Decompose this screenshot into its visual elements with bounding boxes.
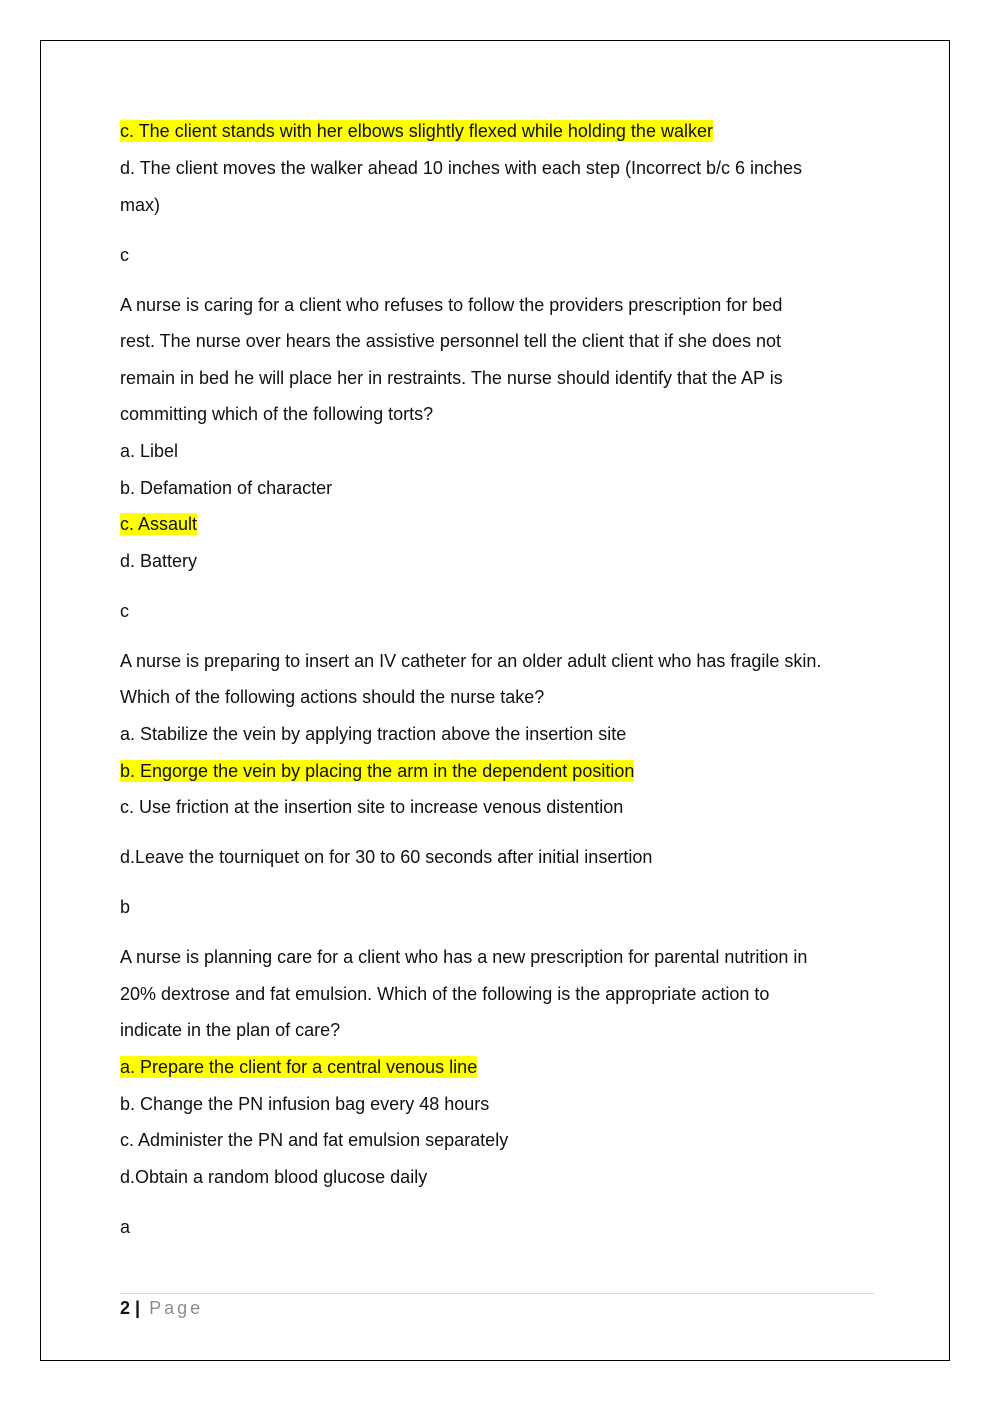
page-footer <box>120 1297 203 1319</box>
answer-option: c. Use friction at the insertion site to increase venous distention <box>120 797 624 817</box>
footer-divider <box>120 1293 874 1294</box>
answer-option: d.Obtain a random blood glucose daily <box>120 1167 428 1187</box>
answer-option-continued: max) <box>120 195 160 215</box>
answer-key: b <box>120 897 131 917</box>
answer-key: c <box>120 601 129 621</box>
answer-option: d. The client moves the walker ahead 10 inches with each step (Incorrect b/c 6 inches <box>120 158 803 178</box>
footer-separator: | <box>135 1298 141 1318</box>
answer-option: b. Defamation of character <box>120 478 333 498</box>
question-text: rest. The nurse over hears the assistive personnel tell the client that if she does not <box>120 331 782 351</box>
answer-option: d. Battery <box>120 551 198 571</box>
answer-option-highlighted: b. Engorge the vein by placing the arm in the dependent position <box>120 761 635 781</box>
question-text: A nurse is preparing to insert an IV catheter for an older adult client who has fragile skin. <box>120 651 822 671</box>
page-number: 2 <box>120 1298 131 1318</box>
answer-option: c. Administer the PN and fat emulsion separately <box>120 1130 509 1150</box>
answer-option: d.Leave the tourniquet on for 30 to 60 seconds after initial insertion <box>120 847 653 867</box>
page-label: Page <box>149 1298 204 1318</box>
question-text: committing which of the following torts? <box>120 404 434 424</box>
question-text: indicate in the plan of care? <box>120 1020 341 1040</box>
answer-option: b. Change the PN infusion bag every 48 hours <box>120 1094 490 1114</box>
answer-key: c <box>120 245 129 265</box>
answer-key: a <box>120 1217 131 1237</box>
question-text: A nurse is planning care for a client who has a new prescription for parental nutrition in <box>120 947 808 967</box>
answer-option: a. Libel <box>120 441 179 461</box>
question-text: 20% dextrose and fat emulsion. Which of the following is the appropriate action to <box>120 984 770 1004</box>
answer-option: a. Stabilize the vein by applying traction above the insertion site <box>120 724 627 744</box>
answer-option-highlighted: a. Prepare the client for a central venous line <box>120 1057 478 1077</box>
answer-option-highlighted: c. Assault <box>120 514 198 534</box>
question-text: Which of the following actions should the nurse take? <box>120 687 545 707</box>
question-text: remain in bed he will place her in restraints. The nurse should identify that the AP is <box>120 368 783 388</box>
question-text: A nurse is caring for a client who refuses to follow the providers prescription for bed <box>120 295 783 315</box>
answer-option-highlighted: c. The client stands with her elbows slightly flexed while holding the walker <box>120 121 713 141</box>
